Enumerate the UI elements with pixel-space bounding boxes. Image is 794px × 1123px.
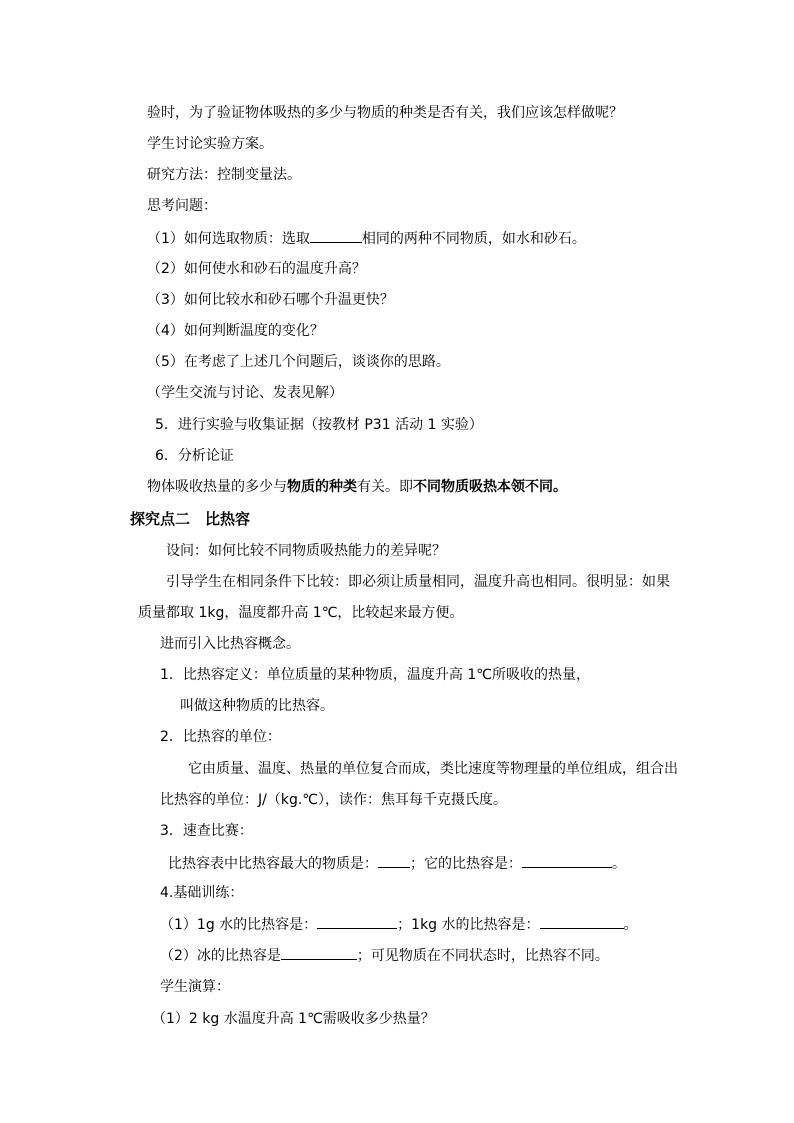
text-line: 思考问题： xyxy=(147,198,217,214)
question-2: （2）如何使水和砂石的温度升高？ xyxy=(147,261,366,277)
text-line: 叫做这种物质的比热容。 xyxy=(180,698,334,714)
text-segment: （1）1g 水的比热容是： xyxy=(160,917,318,933)
text-segment: （2）冰的比热容是 xyxy=(160,948,281,964)
fill-blank xyxy=(310,229,362,243)
text-line: 研究方法：控制变量法。 xyxy=(147,167,301,183)
fill-blank xyxy=(522,854,612,868)
section-heading: 探究点二 比热容 xyxy=(130,510,251,528)
text-segment: ；可见物质在不同状态时，比热容不同。 xyxy=(356,948,609,964)
fill-blank xyxy=(378,854,410,868)
question-3: （3）如何比较水和砂石哪个升温更快？ xyxy=(147,292,394,308)
text-line: 2．比热容的单位： xyxy=(160,729,281,745)
exercise-2 xyxy=(160,946,609,965)
question-5: （5）在考虑了上述几个问题后，谈谈你的思路。 xyxy=(147,354,450,370)
text-segment: 物体吸收热量的多少与 xyxy=(147,479,287,495)
text-line: 它由质量、温度、热量的单位复合而成，类比速度等物理量的单位组成，组合出 xyxy=(188,761,678,777)
text-segment: 有关。即 xyxy=(357,479,413,495)
question-1 xyxy=(147,229,586,248)
text-segment: （1）如何选取物质：选取 xyxy=(147,231,310,247)
fill-blank xyxy=(540,915,624,929)
definition-line: 1．比热容定义：单位质量的某种物质，温度升高 1℃所吸收的热量， xyxy=(160,667,590,683)
text-segment: 。 xyxy=(612,856,626,872)
fill-blank xyxy=(317,915,397,929)
text-line: 验时，为了验证物体吸热的多少与物质的种类是否有关，我们应该怎样做呢？ xyxy=(147,105,623,121)
text-line: 进而引入比热容概念。 xyxy=(160,636,300,652)
text-line: 3．速查比赛： xyxy=(160,823,253,839)
text-segment: ；它的比热容是： xyxy=(410,856,522,872)
step-5: 5．进行实验与收集证据（按教材 P31 活动 1 实验） xyxy=(155,417,483,433)
text-segment: 比热容表中比热容最大的物质是： xyxy=(168,856,378,872)
exercise-1 xyxy=(160,915,638,934)
step-6: 6．分析论证 xyxy=(155,448,234,464)
question-4: （4）如何判断温度的变化？ xyxy=(147,323,324,339)
text-line: 质量都取 1kg，温度都升高 1℃，比较起来最方便。 xyxy=(138,605,464,621)
text-segment: ；1kg 水的比热容是： xyxy=(397,917,540,933)
text-line: 学生讨论实验方案。 xyxy=(147,136,273,152)
text-line: 4.基础训练： xyxy=(160,885,244,901)
fill-blank xyxy=(281,946,357,960)
quiz-line xyxy=(168,854,626,873)
conclusion-line xyxy=(147,478,567,496)
text-line: 引导学生在相同条件下比较：即必须让质量相同，温度升高也相同。很明显：如果 xyxy=(166,574,670,590)
unit-line: 比热容的单位：J/（kg.℃），读作：焦耳每千克摄氏度。 xyxy=(160,792,508,808)
text-segment: 相同的两种不同物质，如水和砂石。 xyxy=(361,231,586,247)
text-line: 学生演算： xyxy=(160,979,230,995)
text-segment: 。 xyxy=(623,917,638,933)
calc-question-1: （1）2 kg 水温度升高 1℃需吸收多少热量？ xyxy=(152,1011,435,1027)
text-line: （学生交流与讨论、发表见解） xyxy=(147,385,343,401)
bold-text: 物质的种类 xyxy=(287,479,357,495)
text-line: 设问：如何比较不同物质吸热能力的差异呢？ xyxy=(166,543,446,559)
bold-text: 不同物质吸热本领不同。 xyxy=(413,479,567,495)
